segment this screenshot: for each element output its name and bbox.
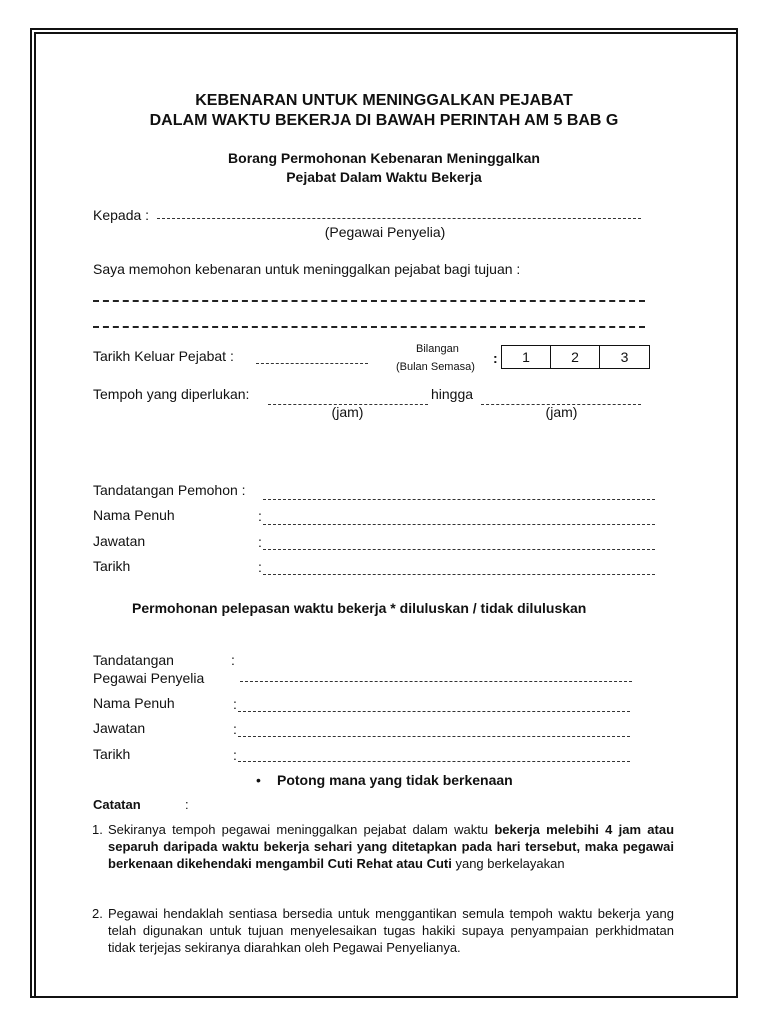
- tempoh-label: Tempoh yang diperlukan:: [93, 386, 250, 402]
- tarikh-keluar-field[interactable]: [256, 363, 368, 364]
- supervisor-name-field[interactable]: [238, 711, 630, 712]
- note-1-text-b: yang berkelayakan: [451, 856, 565, 871]
- kepada-label: Kepada :: [93, 207, 150, 223]
- approval-line: Permohonan pelepasan waktu bekerja * diluluskan / tidak diluluskan: [132, 600, 587, 616]
- form-title-line2: DALAM WAKTU BEKERJA DI BAWAH PERINTAH AM 5 BAB G: [149, 112, 619, 129]
- bulan-semasa-label: (Bulan Semasa): [396, 361, 475, 373]
- applicant-position-field[interactable]: [263, 549, 655, 550]
- form-title-line1: KEBENARAN UNTUK MENINGGALKAN PEJABAT: [195, 92, 573, 109]
- bilangan-colon: :: [493, 350, 498, 366]
- supervisor-signature-label-2: Pegawai Penyelia: [93, 670, 205, 686]
- supervisor-signature-field[interactable]: [240, 681, 632, 682]
- bullet-icon: •: [256, 772, 261, 788]
- supervisor-position-field[interactable]: [238, 736, 630, 737]
- jam-caption-to: (jam): [545, 404, 578, 420]
- applicant-position-label: Jawatan: [93, 533, 146, 549]
- tarikh-keluar-label: Tarikh Keluar Pejabat :: [93, 348, 234, 364]
- purpose-field-line1[interactable]: [93, 300, 645, 302]
- catatan-label: Catatan: [93, 797, 141, 812]
- purpose-label: Saya memohon kebenaran untuk meninggalkan pejabat bagi tujuan :: [93, 261, 521, 277]
- applicant-signature-label: Tandatangan Pemohon :: [93, 482, 246, 498]
- hingga-label: hingga: [431, 386, 474, 402]
- bilangan-box-1[interactable]: 1: [501, 345, 551, 369]
- applicant-date-colon: :: [258, 559, 262, 575]
- form-subtitle-line2: Pejabat Dalam Waktu Bekerja: [286, 169, 482, 185]
- supervisor-position-colon: :: [233, 721, 237, 737]
- note-1-text-a: Sekiranya tempoh pegawai meninggalkan pejabat dalam waktu: [108, 822, 495, 837]
- applicant-position-colon: :: [258, 534, 262, 550]
- supervisor-signature-colon: :: [231, 652, 235, 668]
- bullet-note: Potong mana yang tidak berkenaan: [277, 772, 513, 788]
- catatan-colon: :: [185, 797, 189, 812]
- applicant-name-label: Nama Penuh: [93, 507, 175, 523]
- jam-caption-from: (jam): [331, 404, 364, 420]
- applicant-name-field[interactable]: [263, 524, 655, 525]
- bilangan-box-2[interactable]: 2: [550, 345, 600, 369]
- supervisor-date-field[interactable]: [238, 761, 630, 762]
- form-subtitle-line1: Borang Permohonan Kebenaran Meninggalkan: [228, 150, 540, 166]
- supervisor-date-colon: :: [233, 747, 237, 763]
- note-2-number: 2.: [92, 906, 103, 921]
- purpose-field-line2[interactable]: [93, 326, 645, 328]
- applicant-signature-field[interactable]: [263, 499, 655, 500]
- applicant-date-label: Tarikh: [93, 558, 131, 574]
- supervisor-name-label: Nama Penuh: [93, 695, 175, 711]
- supervisor-position-label: Jawatan: [93, 720, 146, 736]
- note-1-number: 1.: [92, 822, 103, 837]
- note-2-text: Pegawai hendaklah sentiasa bersedia untuk menggantikan semula tempoh waktu bekerja yang telah digunakan untuk tujuan menyelesaikan tugas hakiki supaya penyampaian perkhidmatan tidak terjejas sekiranya diarahkan oleh Pegawai Penyelianya.: [108, 906, 674, 955]
- kepada-field[interactable]: [157, 218, 641, 219]
- note-1-bold: bekerja melebihi 4 jam atau separuh daripada waktu bekerja sehari yang ditetapkan pada hari tersebut, maka pegawai berkenaan dikehendaki mengambil Cuti Rehat atau Cuti: [108, 822, 675, 871]
- applicant-date-field[interactable]: [263, 574, 655, 575]
- bilangan-box-3[interactable]: 3: [599, 345, 650, 369]
- applicant-name-colon: :: [258, 508, 262, 524]
- supervisor-signature-label-1: Tandatangan: [93, 652, 174, 668]
- note-1-text: [108, 821, 674, 872]
- supervisor-name-colon: :: [233, 696, 237, 712]
- supervisor-date-label: Tarikh: [93, 746, 131, 762]
- bilangan-label: Bilangan: [416, 343, 459, 355]
- kepada-caption: (Pegawai Penyelia): [324, 224, 446, 240]
